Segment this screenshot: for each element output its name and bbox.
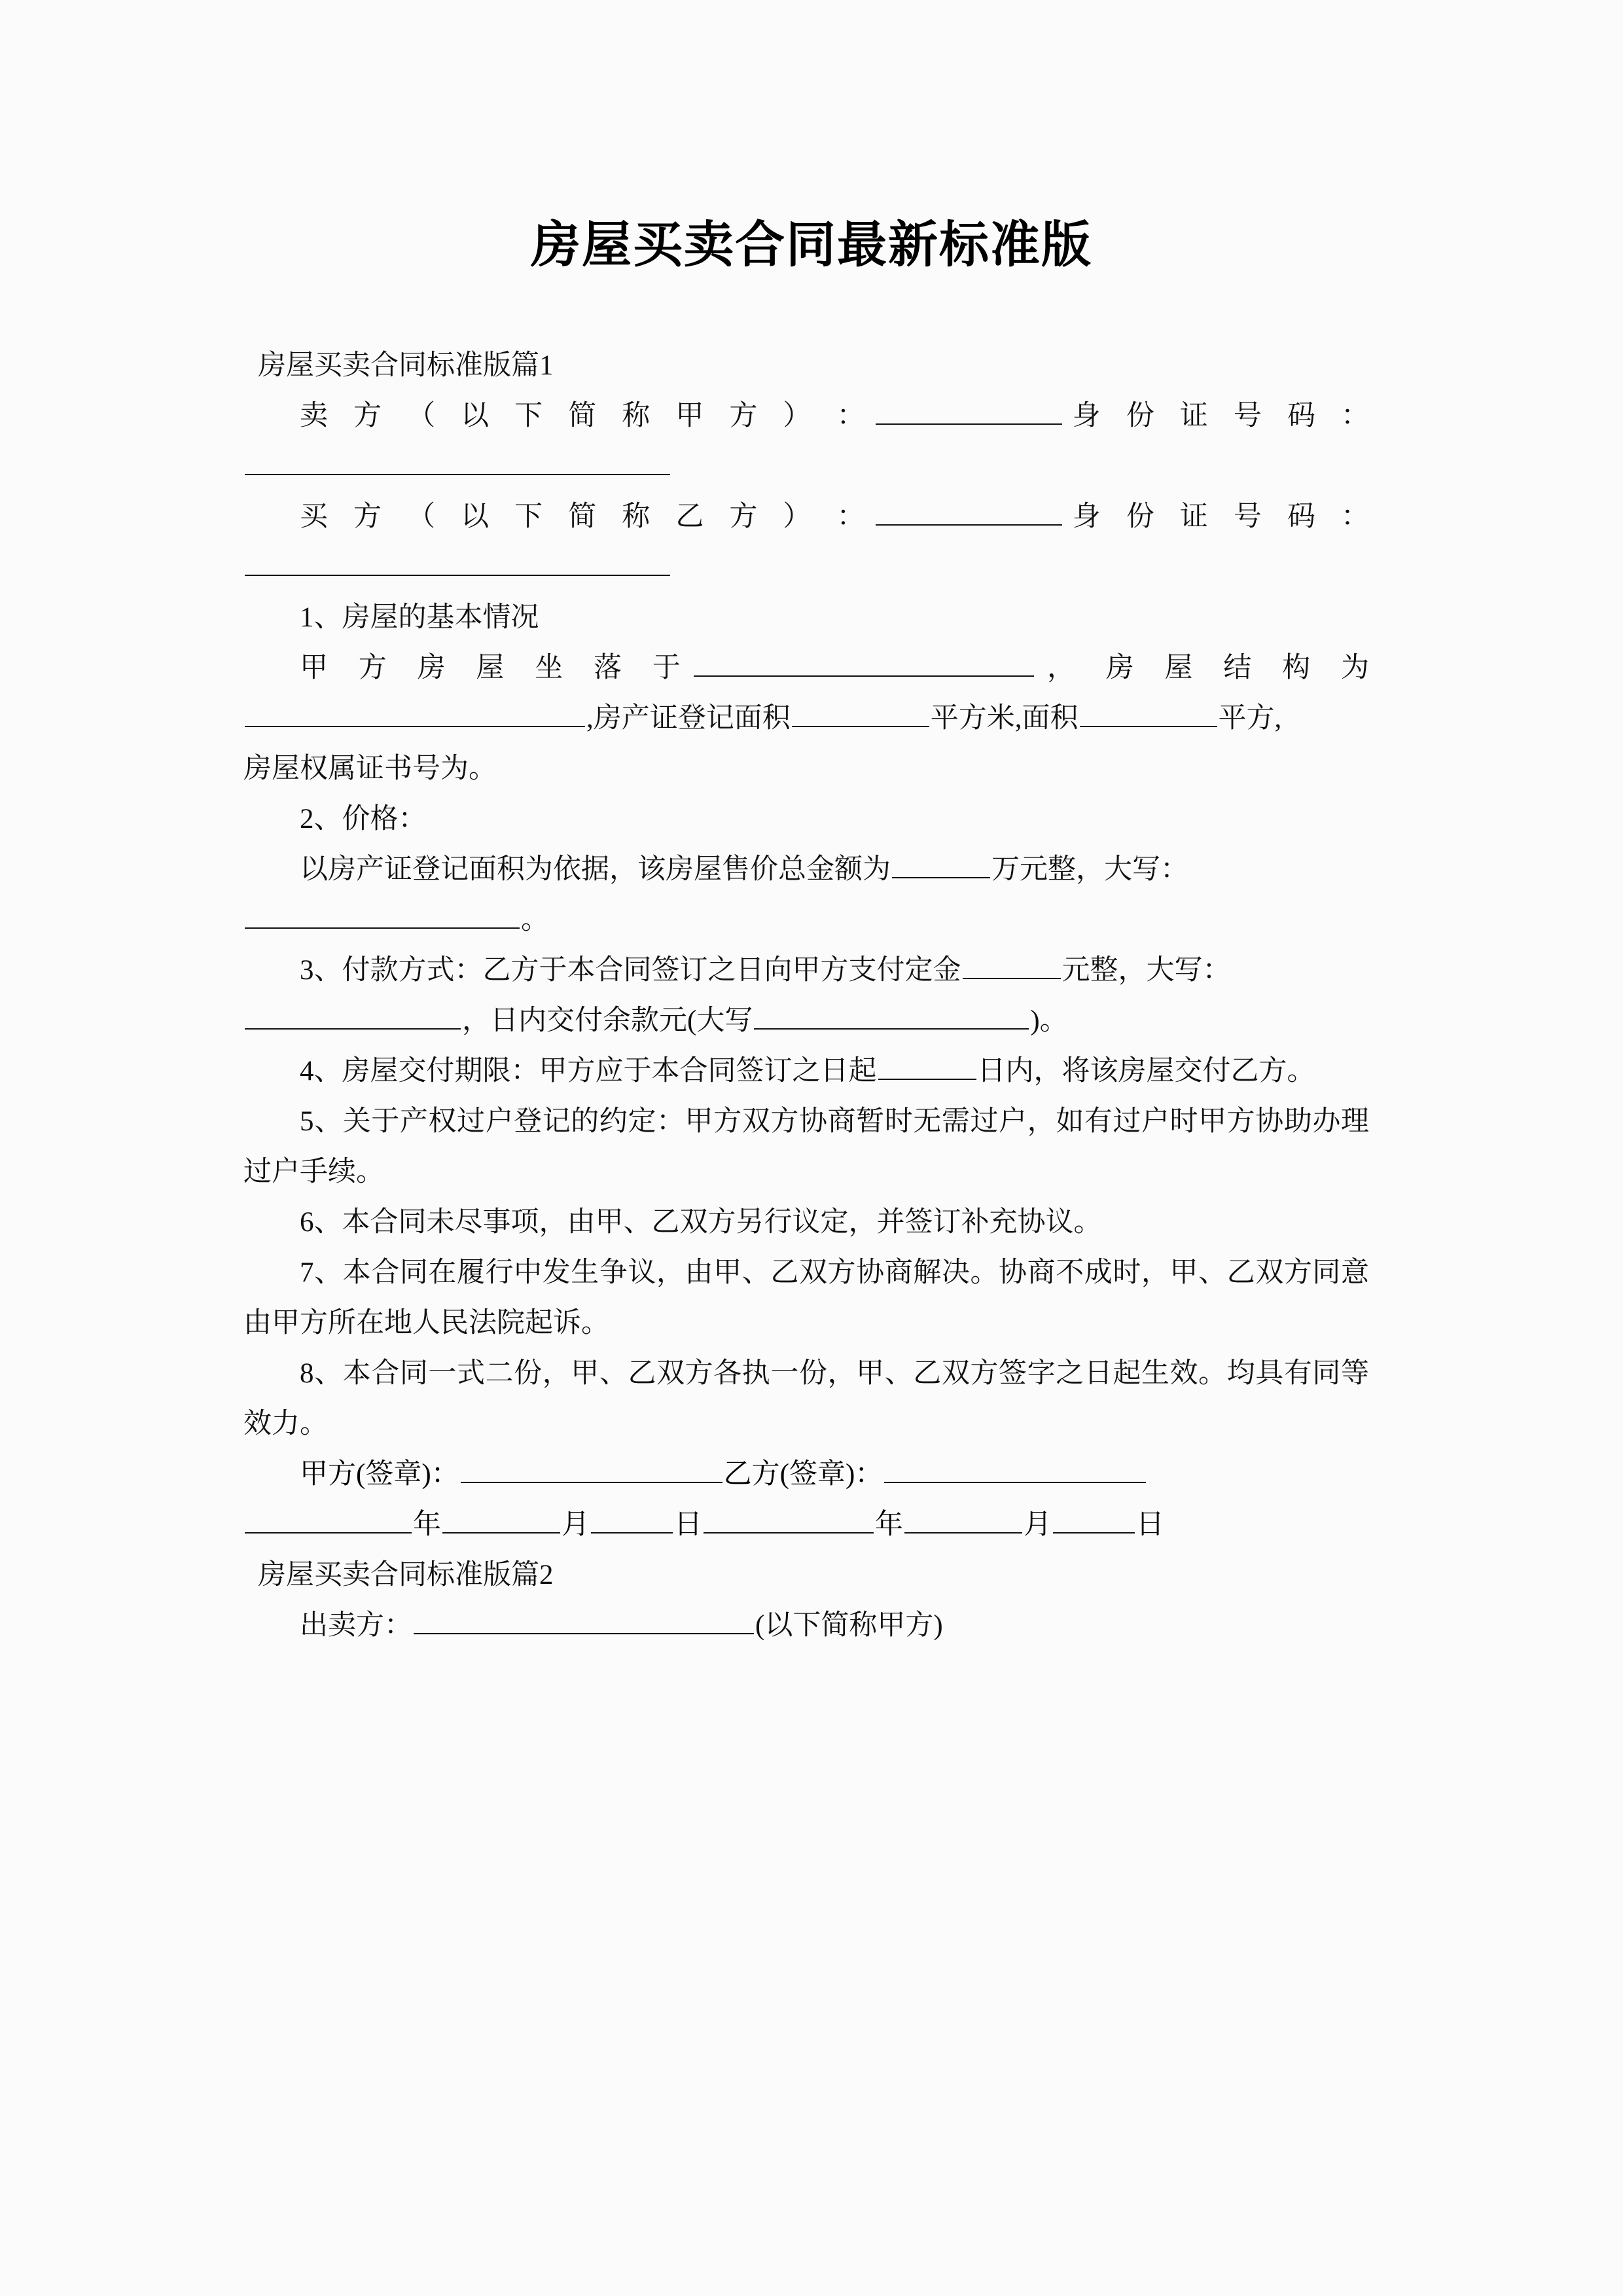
party-a-day-label: 日	[674, 1509, 702, 1540]
party-a-signature-blank[interactable]	[461, 1456, 722, 1483]
clause-4-text-a: 4、房屋交付期限：甲方应于本合同签订之日起	[300, 1056, 877, 1086]
party-a-signature-label: 甲方(签章)：	[300, 1459, 459, 1490]
section-heading-1: 房屋买卖合同标准版篇1	[258, 350, 554, 381]
section2-seller-label: 出卖方：	[300, 1610, 412, 1641]
total-price-words-blank[interactable]	[245, 901, 520, 929]
clause-4	[243, 1046, 1369, 1096]
clause-1-line-2	[243, 693, 1369, 744]
party-a-year-blank[interactable]	[245, 1506, 412, 1534]
seller-id-blank-line	[243, 441, 1369, 492]
total-price-blank[interactable]	[892, 851, 990, 878]
buyer-name-blank[interactable]	[876, 498, 1062, 526]
party-b-year-blank[interactable]	[704, 1506, 874, 1534]
party-b-signature-blank[interactable]	[884, 1456, 1146, 1483]
buyer-id-label: 身 份 证 号 码 ：	[1063, 501, 1370, 532]
clause-4-text-b: 日内，将该房屋交付乙方。	[977, 1056, 1315, 1086]
seller-id-blank[interactable]	[245, 448, 670, 475]
party-b-year-label: 年	[875, 1509, 903, 1540]
date-row	[243, 1499, 1369, 1550]
party-b-month-label: 月	[1024, 1509, 1052, 1540]
buyer-id-blank[interactable]	[245, 548, 670, 576]
clause-3-text-b: 元整，大写：	[1061, 955, 1231, 986]
clause-2-text-c: 。	[521, 905, 549, 935]
clause-8: 8、本合同一式二份，甲、乙双方各执一份，甲、乙双方签字之日起生效。均具有同等效力。	[243, 1358, 1369, 1439]
section2-seller-blank[interactable]	[414, 1607, 754, 1634]
registered-area-blank[interactable]	[792, 700, 929, 727]
area-blank[interactable]	[1080, 700, 1217, 727]
clause-2-line-1	[243, 844, 1369, 895]
clause-1-text-c: ,房产证登记面积	[586, 703, 791, 734]
clause-5: 5、关于产权过户登记的约定：甲方双方协商暂时无需过户，如有过户时甲方协助办理过户手续。	[243, 1106, 1369, 1187]
page-title: 房屋买卖合同最新标准版	[531, 217, 1092, 273]
clause-1-text-d: 平方米,面积	[930, 703, 1079, 734]
clause-6: 6、本合同未尽事项，由甲、乙双方另行议定，并签订补充协议。	[300, 1207, 1102, 1238]
clause-3-text-a: 3、付款方式：乙方于本合同签订之日向甲方支付定金	[300, 955, 961, 986]
clause-2-line-2	[243, 895, 1369, 945]
seller-label: 卖 方 （ 以 下 简 称 甲 方 ） ：	[300, 401, 874, 431]
clause-1-text-b: ， 房 屋 结 构 为	[1035, 653, 1369, 683]
deposit-blank[interactable]	[963, 952, 1061, 979]
clause-3-line-2	[243, 996, 1369, 1046]
party-a-year-label: 年	[413, 1509, 441, 1540]
buyer-id-blank-line	[243, 542, 1369, 592]
section2-seller-line	[243, 1600, 1369, 1651]
clause-1-title: 1、房屋的基本情况	[300, 602, 539, 633]
clause-2-text-b: 万元整，大写：	[991, 854, 1188, 885]
clause-1-line-3: 房屋权属证书号为。	[243, 753, 497, 784]
clause-3-text-c: ，日内交付余款元(大写	[462, 1005, 753, 1036]
clause-1-text-e: 平方,	[1218, 703, 1282, 734]
party-b-day-label: 日	[1136, 1509, 1164, 1540]
delivery-days-blank[interactable]	[878, 1052, 976, 1080]
clause-2-text-a: 以房产证登记面积为依据，该房屋售价总金额为	[300, 854, 891, 885]
seller-name-blank[interactable]	[876, 397, 1062, 425]
party-b-month-blank[interactable]	[904, 1506, 1022, 1534]
buyer-label: 买 方 （ 以 下 简 称 乙 方 ） ：	[300, 501, 874, 532]
party-a-day-blank[interactable]	[591, 1506, 673, 1534]
signature-row	[243, 1449, 1369, 1499]
balance-words-blank[interactable]	[754, 1002, 1029, 1030]
clause-3-text-d: )。	[1030, 1005, 1068, 1036]
buyer-party-line	[243, 492, 1369, 542]
section2-seller-suffix: (以下简称甲方)	[755, 1610, 943, 1641]
party-b-signature-label: 乙方(签章)：	[723, 1459, 883, 1490]
house-location-blank[interactable]	[694, 649, 1034, 677]
deposit-words-blank[interactable]	[245, 1002, 461, 1030]
clause-7: 7、本合同在履行中发生争议，由甲、乙双方协商解决。协商不成时，甲、乙双方同意由甲方所在地人民法院起诉。	[243, 1257, 1369, 1338]
party-a-month-blank[interactable]	[442, 1506, 560, 1534]
party-b-day-blank[interactable]	[1053, 1506, 1135, 1534]
party-a-month-label: 月	[562, 1509, 590, 1540]
clause-3-line-1	[243, 945, 1369, 996]
seller-party-line	[243, 391, 1369, 441]
clause-2-title: 2、价格：	[300, 804, 427, 834]
seller-id-label: 身 份 证 号 码 ：	[1063, 401, 1370, 431]
clause-1-line-1	[243, 643, 1369, 693]
document-body	[243, 340, 1369, 1651]
house-structure-blank[interactable]	[245, 700, 585, 727]
section-heading-2: 房屋买卖合同标准版篇2	[258, 1560, 554, 1590]
clause-1-text-a: 甲 方 房 屋 坐 落 于	[300, 653, 692, 683]
